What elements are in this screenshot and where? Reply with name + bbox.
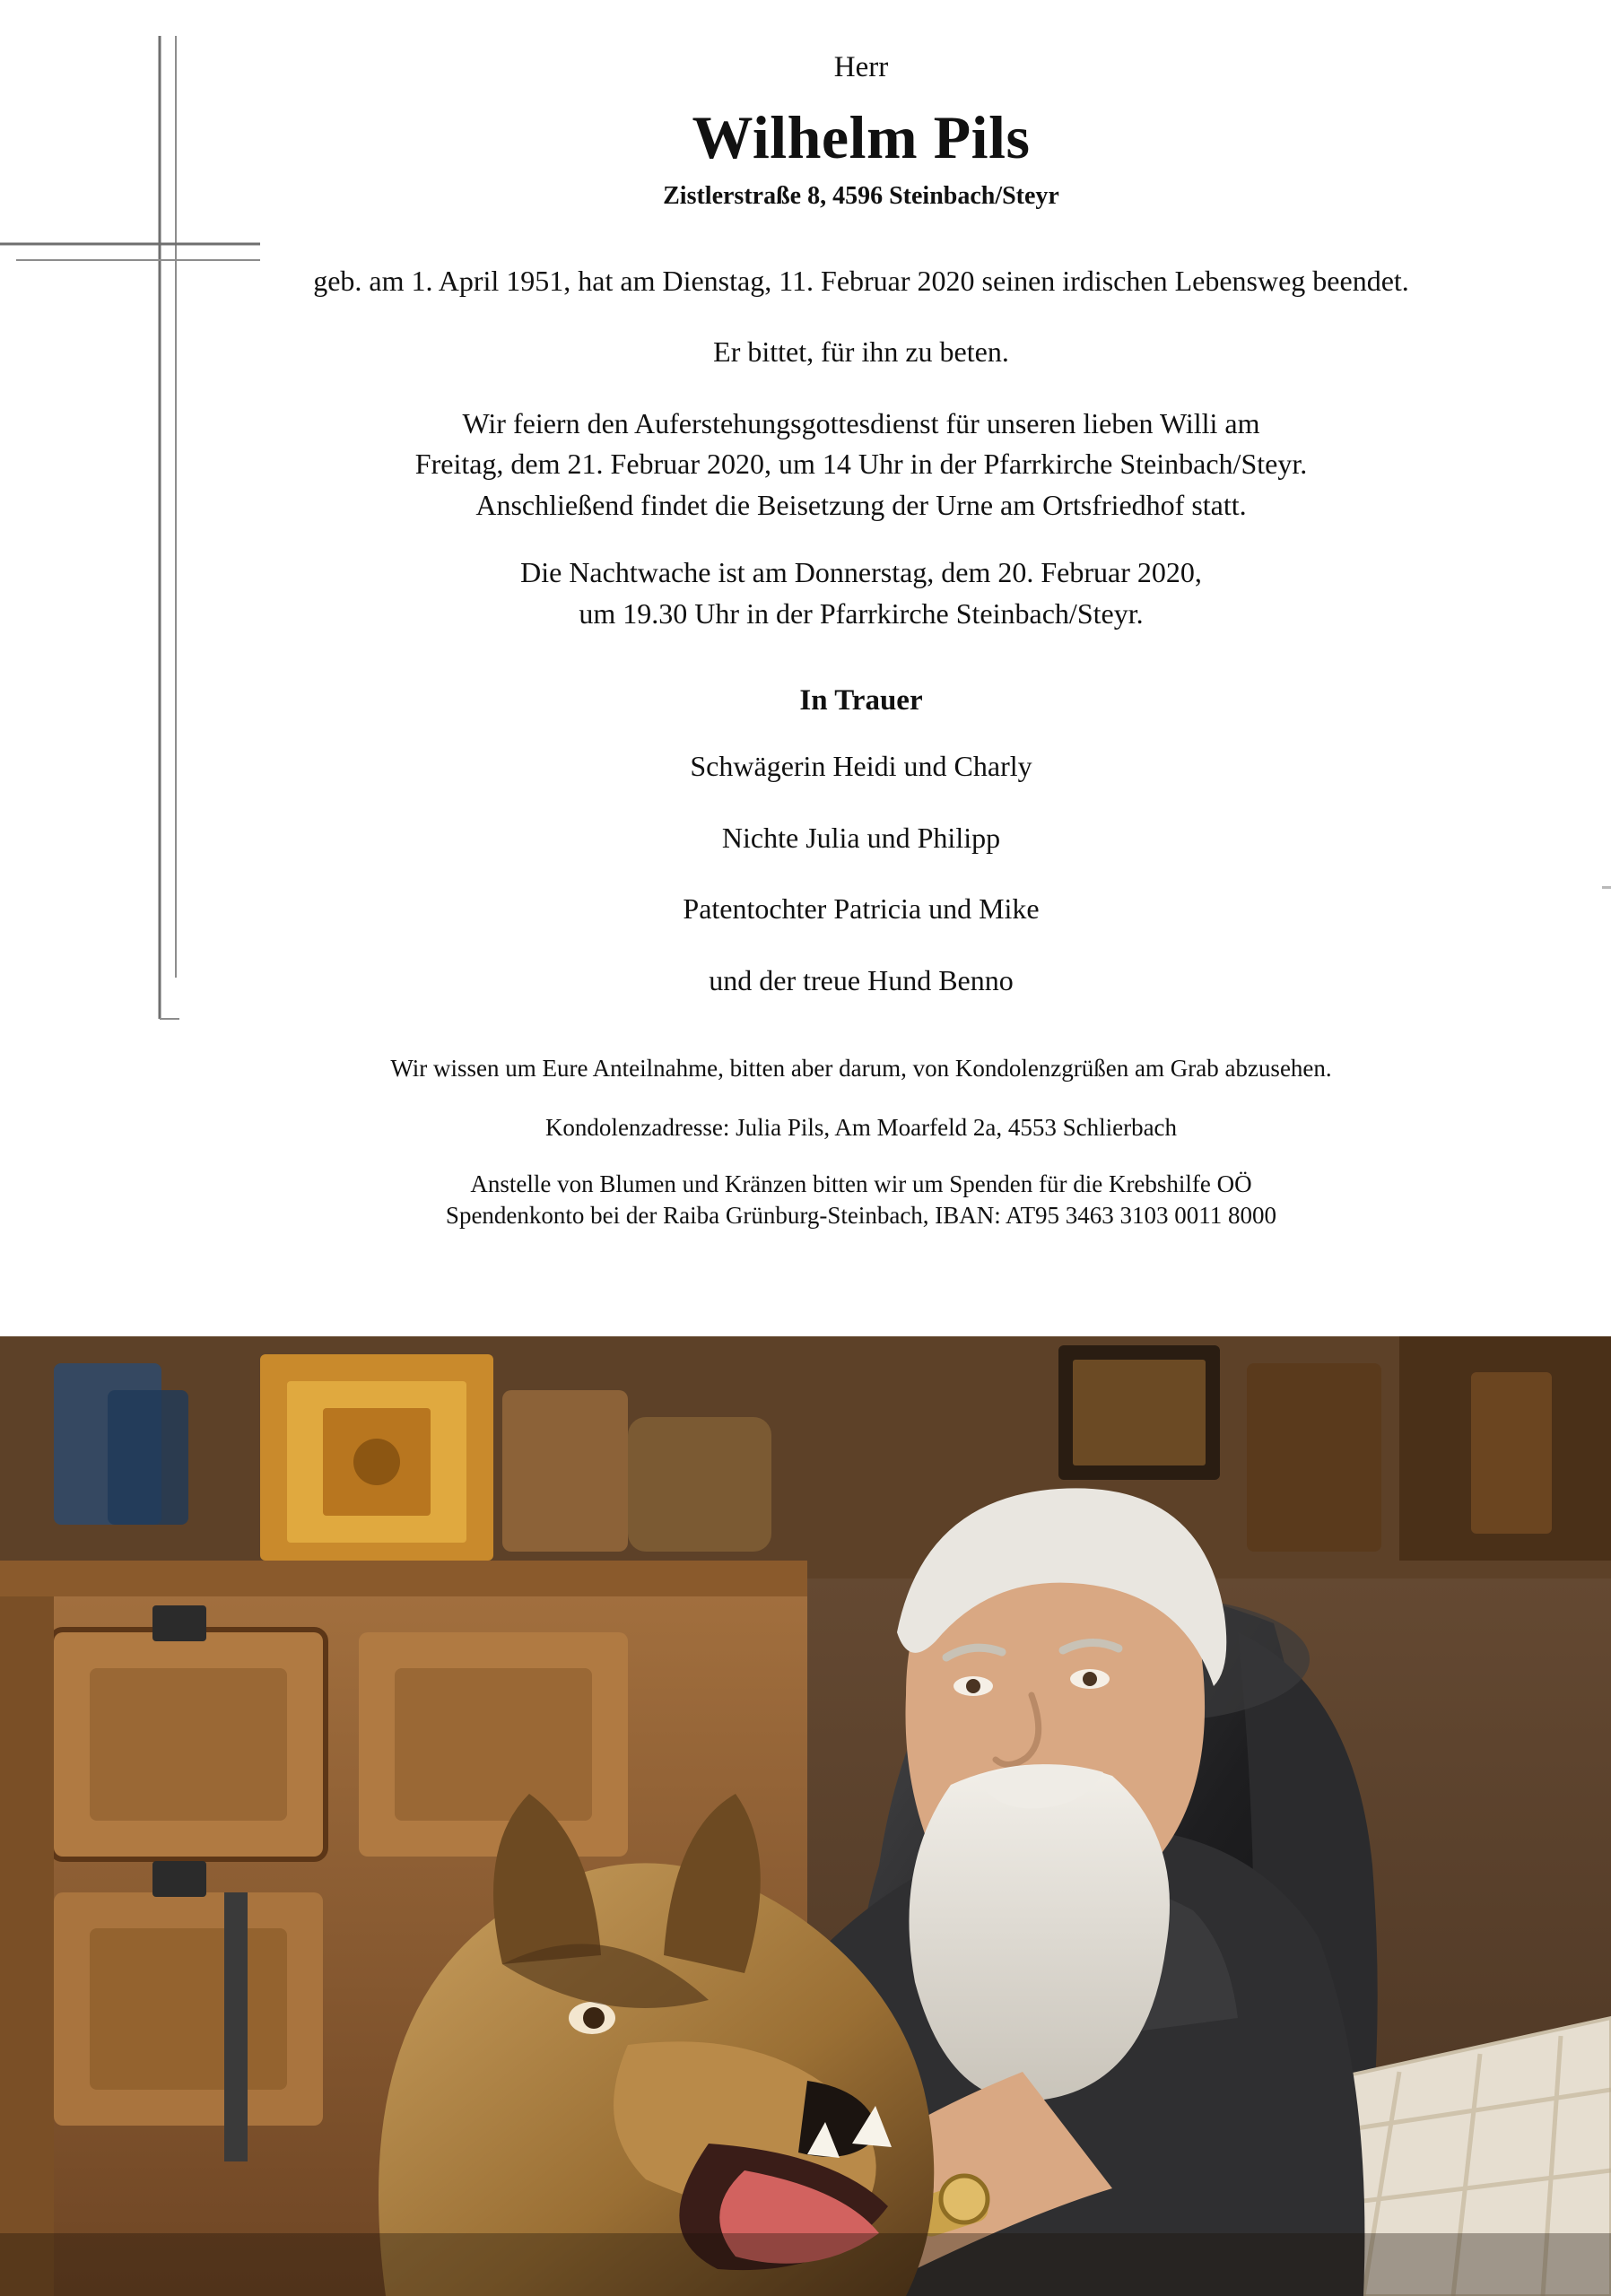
mourner-item: und der treue Hund Benno — [709, 963, 1014, 996]
condolences-request: Wir wissen um Eure Anteilnahme, bitten aber darum, von Kondolenzgrüßen am Grab abzusehen. — [390, 1055, 1332, 1083]
mourner-item: Nichte Julia und Philipp — [721, 821, 1001, 854]
vigil-line-2: um 19.30 Uhr in der Pfarrkirche Steinbach/Steyr. — [579, 596, 1144, 630]
donation-line-1: Anstelle von Blumen und Kränzen bitten wir um Spenden für die Krebshilfe OÖ — [470, 1170, 1252, 1197]
notice-text — [233, 50, 1489, 1232]
service-line-3: Anschließend findet die Beisetzung der Urne am Ortsfriedhof statt. — [475, 488, 1247, 521]
mourning-title: In Trauer — [799, 684, 923, 718]
life-line: geb. am 1. April 1951, hat am Dienstag, 11. Februar 2020 seinen irdischen Lebensweg beendet. — [313, 264, 1409, 297]
prayer-line: Er bittet, für ihn zu beten. — [713, 335, 1009, 369]
condolence-address: Kondolenzadresse: Julia Pils, Am Moarfeld 2a, 4553 Schlierbach — [544, 1113, 1178, 1141]
scan-edge-mark — [1602, 886, 1611, 889]
page-title: Wilhelm Pils — [692, 102, 1031, 171]
mourner-item: Patentochter Patricia und Mike — [683, 892, 1040, 926]
salutation: Herr — [833, 51, 889, 83]
service-line-2: Freitag, dem 21. Februar 2020, um 14 Uhr in der Pfarrkirche Steinbach/Steyr. — [414, 448, 1308, 481]
service-paragraph — [233, 404, 1489, 526]
vigil-paragraph — [233, 552, 1489, 634]
mourner-item: Schwägerin Heidi und Charly — [690, 750, 1032, 783]
donation-line-2: Spendenkonto bei der Raiba Grünburg-Steinbach, IBAN: AT95 3463 3103 0011 8000 — [445, 1202, 1277, 1230]
donation-note — [233, 1169, 1489, 1232]
vigil-line-1: Die Nachtwache ist am Donnerstag, dem 20. Februar 2020, — [520, 556, 1202, 589]
memorial-photo — [0, 1336, 1611, 2296]
address-line: Zistlerstraße 8, 4596 Steinbach/Steyr — [663, 181, 1059, 210]
service-line-1: Wir feiern den Auferstehungsgottesdienst für unseren lieben Willi am — [462, 406, 1260, 439]
